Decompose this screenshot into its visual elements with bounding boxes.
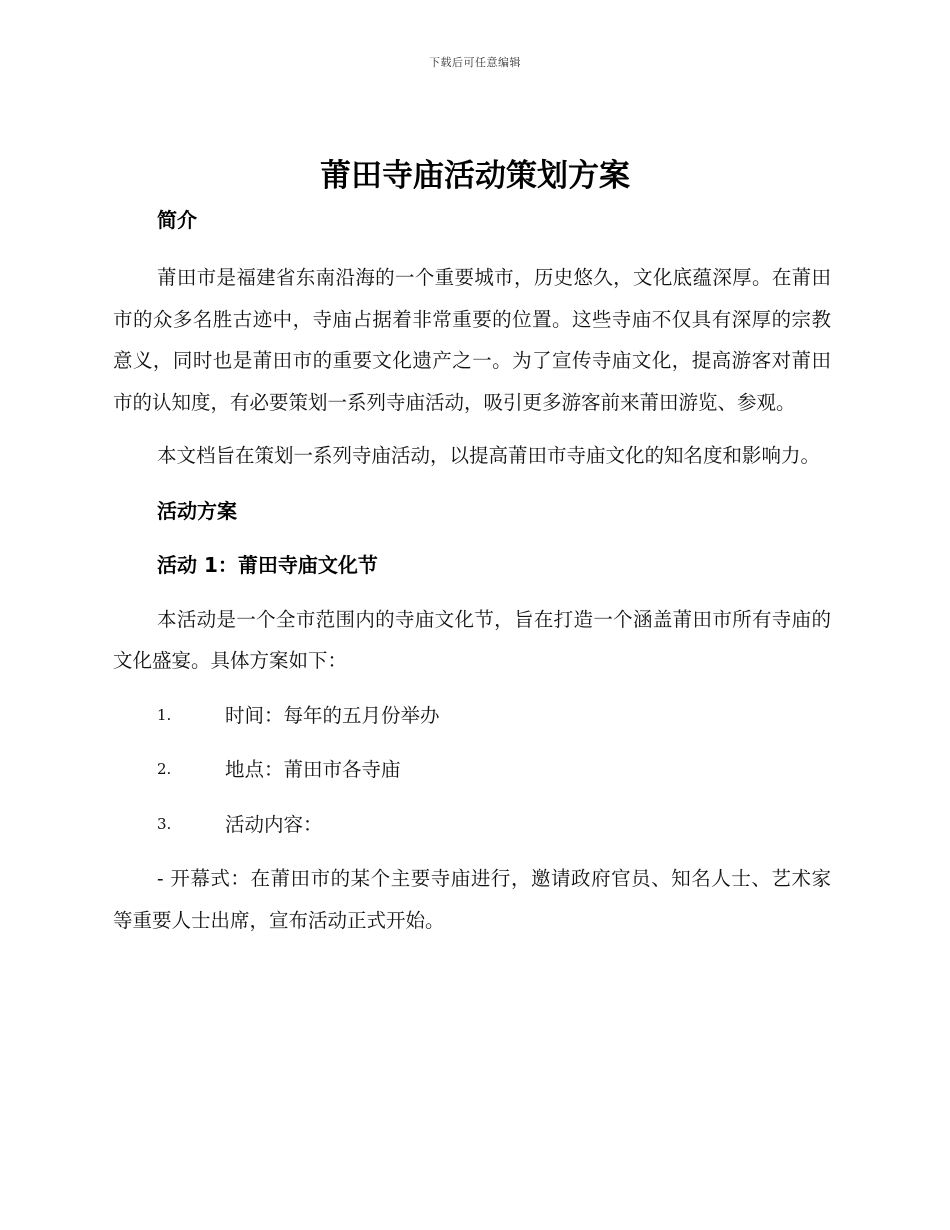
list-item bbox=[113, 804, 831, 846]
intro-heading: 简介 bbox=[157, 208, 197, 232]
list-text: 地点：莆田市各寺庙 bbox=[225, 758, 401, 781]
list-number: 3. bbox=[157, 814, 172, 833]
list-item bbox=[113, 749, 831, 791]
plan-heading: 活动方案 bbox=[157, 498, 237, 523]
list-text: 活动内容： bbox=[225, 812, 323, 836]
list-text: 时间：每年的五月份举办 bbox=[225, 703, 440, 727]
header-note: 下载后可任意编辑 bbox=[429, 56, 521, 69]
list-number: 1. bbox=[157, 705, 172, 724]
document-title: 莆田寺庙活动策划方案 bbox=[320, 158, 630, 194]
opening-ceremony-paragraph: - 开幕式：在莆田市的某个主要寺庙进行，邀请政府官员、知名人士、艺术家等重要人士出席，宣布活动正式开始。 bbox=[113, 867, 831, 932]
activity1-heading: 活动 1：莆田寺庙文化节 bbox=[157, 552, 378, 577]
intro-paragraph-2: 本文档旨在策划一系列寺庙活动，以提高莆田市寺庙文化的知名度和影响力。 bbox=[157, 444, 821, 467]
list-number: 2. bbox=[157, 760, 172, 778]
activity1-paragraph: 本活动是一个全市范围内的寺庙文化节，旨在打造一个涵盖莆田市所有寺庙的文化盛宴。具体方案如下： bbox=[113, 607, 831, 672]
list-item bbox=[113, 695, 831, 737]
document-body bbox=[113, 200, 831, 941]
intro-paragraph-1: 莆田市是福建省东南沿海的一个重要城市，历史悠久，文化底蕴深厚。在莆田市的众多名胜古迹中，寺庙占据着非常重要的位置。这些寺庙不仅具有深厚的宗教意义，同时也是莆田市的重要文化遗产之一。为了宣传寺庙文化，提高游客对莆田市的认知度，有必要策划一系列寺庙活动，吸引更多游客前来莆田游览、参观。 bbox=[113, 266, 831, 414]
